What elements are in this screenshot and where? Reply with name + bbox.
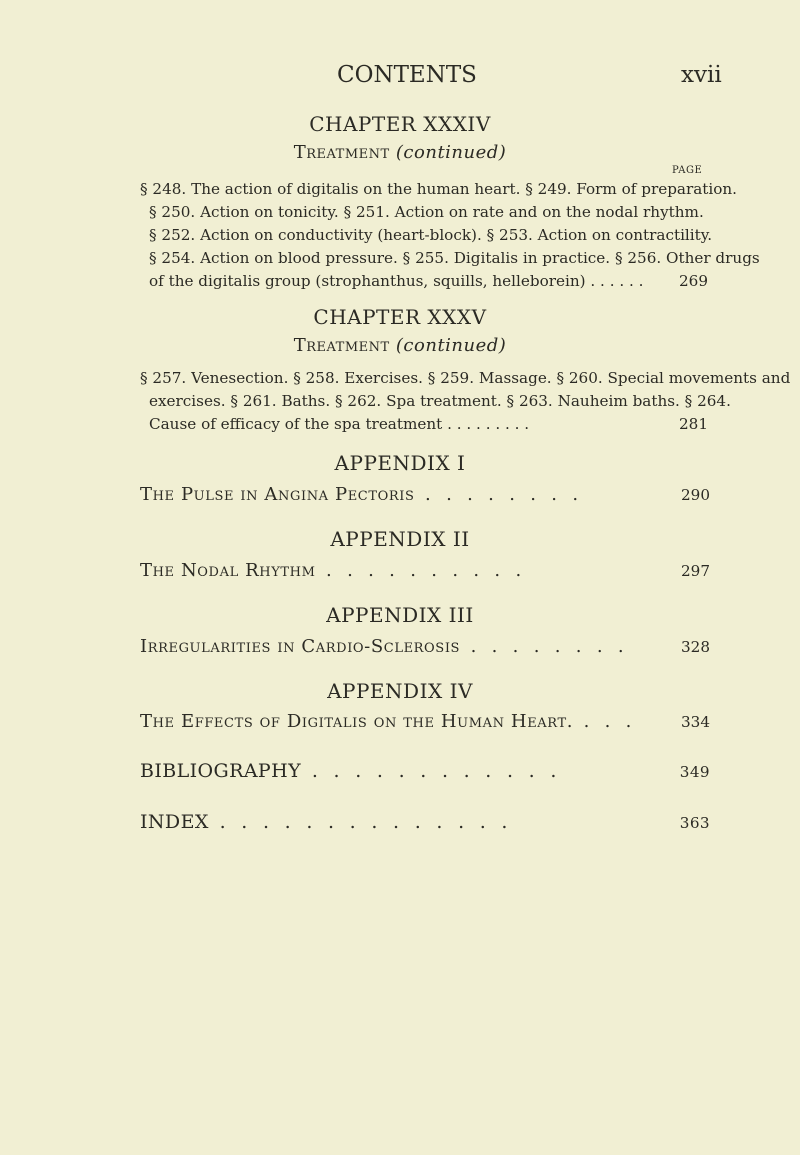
index-entry xyxy=(140,811,710,833)
appendix-3-leader-dots: . . . . . . . . xyxy=(460,636,629,657)
appendix-3-heading: APPENDIX III xyxy=(326,603,474,627)
chapter-35-line-3: Cause of efficacy of the spa treatment . . . . . . . . . xyxy=(149,415,530,433)
appendix-2-leader-dots: . . . . . . . . . . xyxy=(315,560,526,581)
bibliography-label: BIBLIOGRAPHY xyxy=(140,760,302,782)
index-leader-dots: . . . . . . . . . . . . . . xyxy=(208,811,513,833)
appendix-2-heading: APPENDIX II xyxy=(330,527,470,551)
chapter-35-page-number: 281 xyxy=(679,415,708,433)
chapter-34-line-2: § 250. Action on tonicity. § 251. Action on rate and on the nodal rhythm. xyxy=(149,203,704,221)
appendix-4-heading: APPENDIX IV xyxy=(327,679,473,703)
bibliography-entry xyxy=(140,760,710,782)
page-column-label: PAGE xyxy=(672,165,703,176)
appendix-3-title: Irregularities in Cardio-Sclerosis xyxy=(140,636,461,657)
chapter-35-subheading xyxy=(0,335,800,356)
appendix-4-leader-dots: . . . xyxy=(573,711,637,732)
appendix-2-title: The Nodal Rhythm xyxy=(140,560,316,581)
chapter-35-line-2: exercises. § 261. Baths. § 262. Spa treatment. § 263. Nauheim baths. § 264. xyxy=(149,392,731,410)
appendix-1-entry xyxy=(140,484,710,505)
chapter-34-subheading-note: (continued) xyxy=(395,142,507,163)
appendix-4-page-number: 334 xyxy=(681,713,710,731)
appendix-1-title: The Pulse in Angina Pectoris xyxy=(140,484,415,505)
chapter-34-subheading-text: Treatment xyxy=(293,142,390,163)
chapter-35-heading: CHAPTER XXXV xyxy=(313,305,487,329)
chapter-34-line-1: § 248. The action of digitalis on the human heart. § 249. Form of preparation. xyxy=(140,180,738,198)
index-page-number: 363 xyxy=(679,814,710,832)
chapter-34-line-5: of the digitalis group (strophanthus, squills, helleborein) . . . . . . xyxy=(149,272,644,290)
chapter-34-subheading xyxy=(0,142,800,163)
appendix-4-entry xyxy=(140,711,710,732)
bibliography-page-number: 349 xyxy=(679,763,710,781)
chapter-34-line-3: § 252. Action on conductivity (heart-block). § 253. Action on contractility. xyxy=(149,226,713,244)
chapter-35-subheading-note: (continued) xyxy=(395,335,507,356)
appendix-1-page-number: 290 xyxy=(681,486,710,504)
appendix-1-leader-dots: . . . . . . . . xyxy=(414,484,583,505)
running-page-number: xvii xyxy=(681,62,722,88)
bibliography-leader-dots: . . . . . . . . . . . . xyxy=(301,760,562,782)
appendix-3-page-number: 328 xyxy=(681,638,710,656)
index-label: INDEX xyxy=(140,811,209,833)
appendix-2-entry xyxy=(140,560,710,581)
appendix-4-title: The Effects of Digitalis on the Human Heart. xyxy=(140,711,574,732)
appendix-3-entry xyxy=(140,636,710,657)
chapter-34-page-number: 269 xyxy=(679,272,708,290)
chapter-34-heading: CHAPTER XXXIV xyxy=(309,112,491,136)
running-title: CONTENTS xyxy=(337,62,477,88)
chapter-35-line-1: § 257. Venesection. § 258. Exercises. § 259. Massage. § 260. Special movements and xyxy=(140,369,791,387)
chapter-34-line-4: § 254. Action on blood pressure. § 255. Digitalis in practice. § 256. Other drugs xyxy=(149,249,760,267)
appendix-1-heading: APPENDIX I xyxy=(334,451,466,475)
chapter-35-subheading-text: Treatment xyxy=(293,335,390,356)
appendix-2-page-number: 297 xyxy=(681,562,710,580)
